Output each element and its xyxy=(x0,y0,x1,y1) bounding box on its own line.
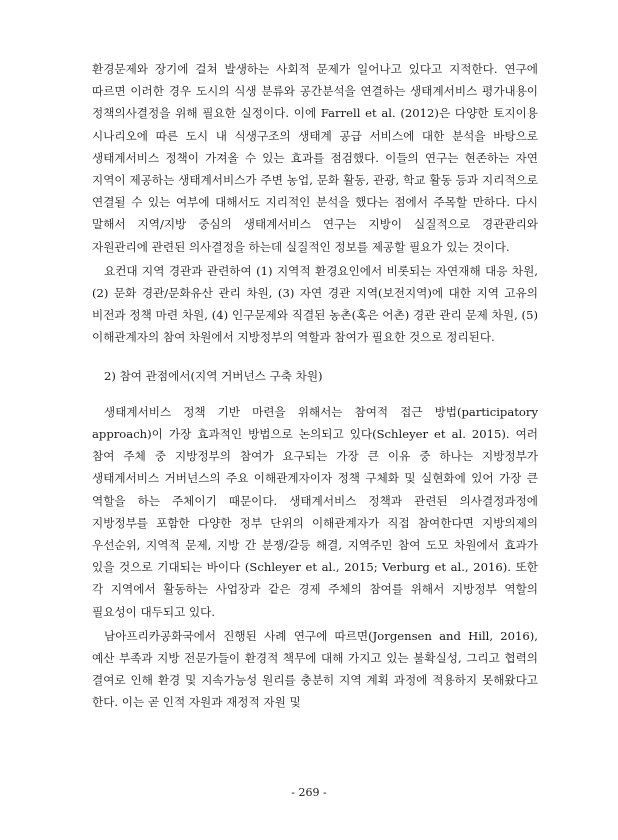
body-text xyxy=(92,58,538,714)
paragraph-2: 요컨대 지역 경관과 관련하여 (1) 지역적 환경요인에서 비롯되는 자연재해 대응 차원, (2) 문화 경관/문화유산 관리 차원, (3) 자연 경관 지역(보전지역)에 대한 지역 고유의 비전과 정책 마련 차원, (4) 인구문제와 직결된 농촌(혹은 어촌) 경관 관리 문제 차원, (5) 이해관계자의 참여 차원에서 지방정부의 역할과 참여가 필요한 것으로 정리된다. xyxy=(92,263,538,345)
page-number: - 269 - xyxy=(291,786,327,799)
paragraph-4: 남아프리카공화국에서 진행된 사례 연구에 따르면(Jorgensen and Hill, 2016), 예산 부족과 지방 전문가들이 환경적 책무에 대해 가지고 있는 불확실성, 그리고 협력의 결여로 인해 환경 및 지속가능성 원리를 충분히 지역 계획 과정에 적용하지 못해왔다고 한다. 이는 곧 인적 자원과 재정적 자원 및 xyxy=(92,628,538,710)
paragraph-3: 생태계서비스 정책 기반 마련을 위해서는 참여적 접근 방법(participatory approach)이 가장 효과적인 방법으로 논의되고 있다(Schleyer et al. 2015). 여러 참여 주체 중 지방정부의 참여가 요구되는 가장 큰 이유 중 하나는 지방정부가 생태계서비스 거버넌스의 주요 이해관계자이자 정책 구체화 및 실현화에 있어 가장 큰 역할을 하는 주체이기 때문이다. 생태계서비스 정책과 관련된 의사결정과정에 지방정부를 포함한 다양한 정부 단위의 이해관계자가 직접 참여한다면 지방의제의 우선순위, 지역적 문제, 지방 간 분쟁/갈등 해결, 지역주민 참여 도모 차원에서 효과가 있을 것으로 기대되는 바이다 (Schleyer et al., 2015; Verburg et al., 2016). 또한 각 지역에서 활동하는 사업장과 같은 경제 주체의 참여를 위해서 지방정부 역할의 필요성이 대두되고 있다. xyxy=(92,404,538,619)
section-heading: 2) 참여 관점에서(지역 거버넌스 구축 차원) xyxy=(104,368,323,383)
paragraph-1: 환경문제와 장기에 걸쳐 발생하는 사회적 문제가 일어나고 있다고 지적한다. 연구에 따르면 이러한 경우 도시의 식생 분류와 공간분석을 연결하는 생태계서비스 평가내용이 정책의사결정을 위해 필요한 실정이다. 이에 Farrell et al. (2012)은 다양한 토지이용 시나리오에 따른 도시 내 식생구조의 생태계 공급 서비스에 대한 분석을 바탕으로 생태계서비스 정책이 가져올 수 있는 효과를 점검했다. 이들의 연구는 현존하는 자연 지역이 제공하는 생태계서비스가 주변 농업, 문화 활동, 관광, 학교 활동 등과 지리적으로 연결될 수 있는 여부에 대해서도 지리적인 분석을 했다는 점에서 주목할 만하다. 다시 말해서 지역/지방 중심의 생태계서비스 연구는 지방이 실질적으로 경관관리와 자원관리에 관련된 의사결정을 하는데 실질적인 정보를 제공할 필요가 있는 것이다. xyxy=(92,62,539,254)
